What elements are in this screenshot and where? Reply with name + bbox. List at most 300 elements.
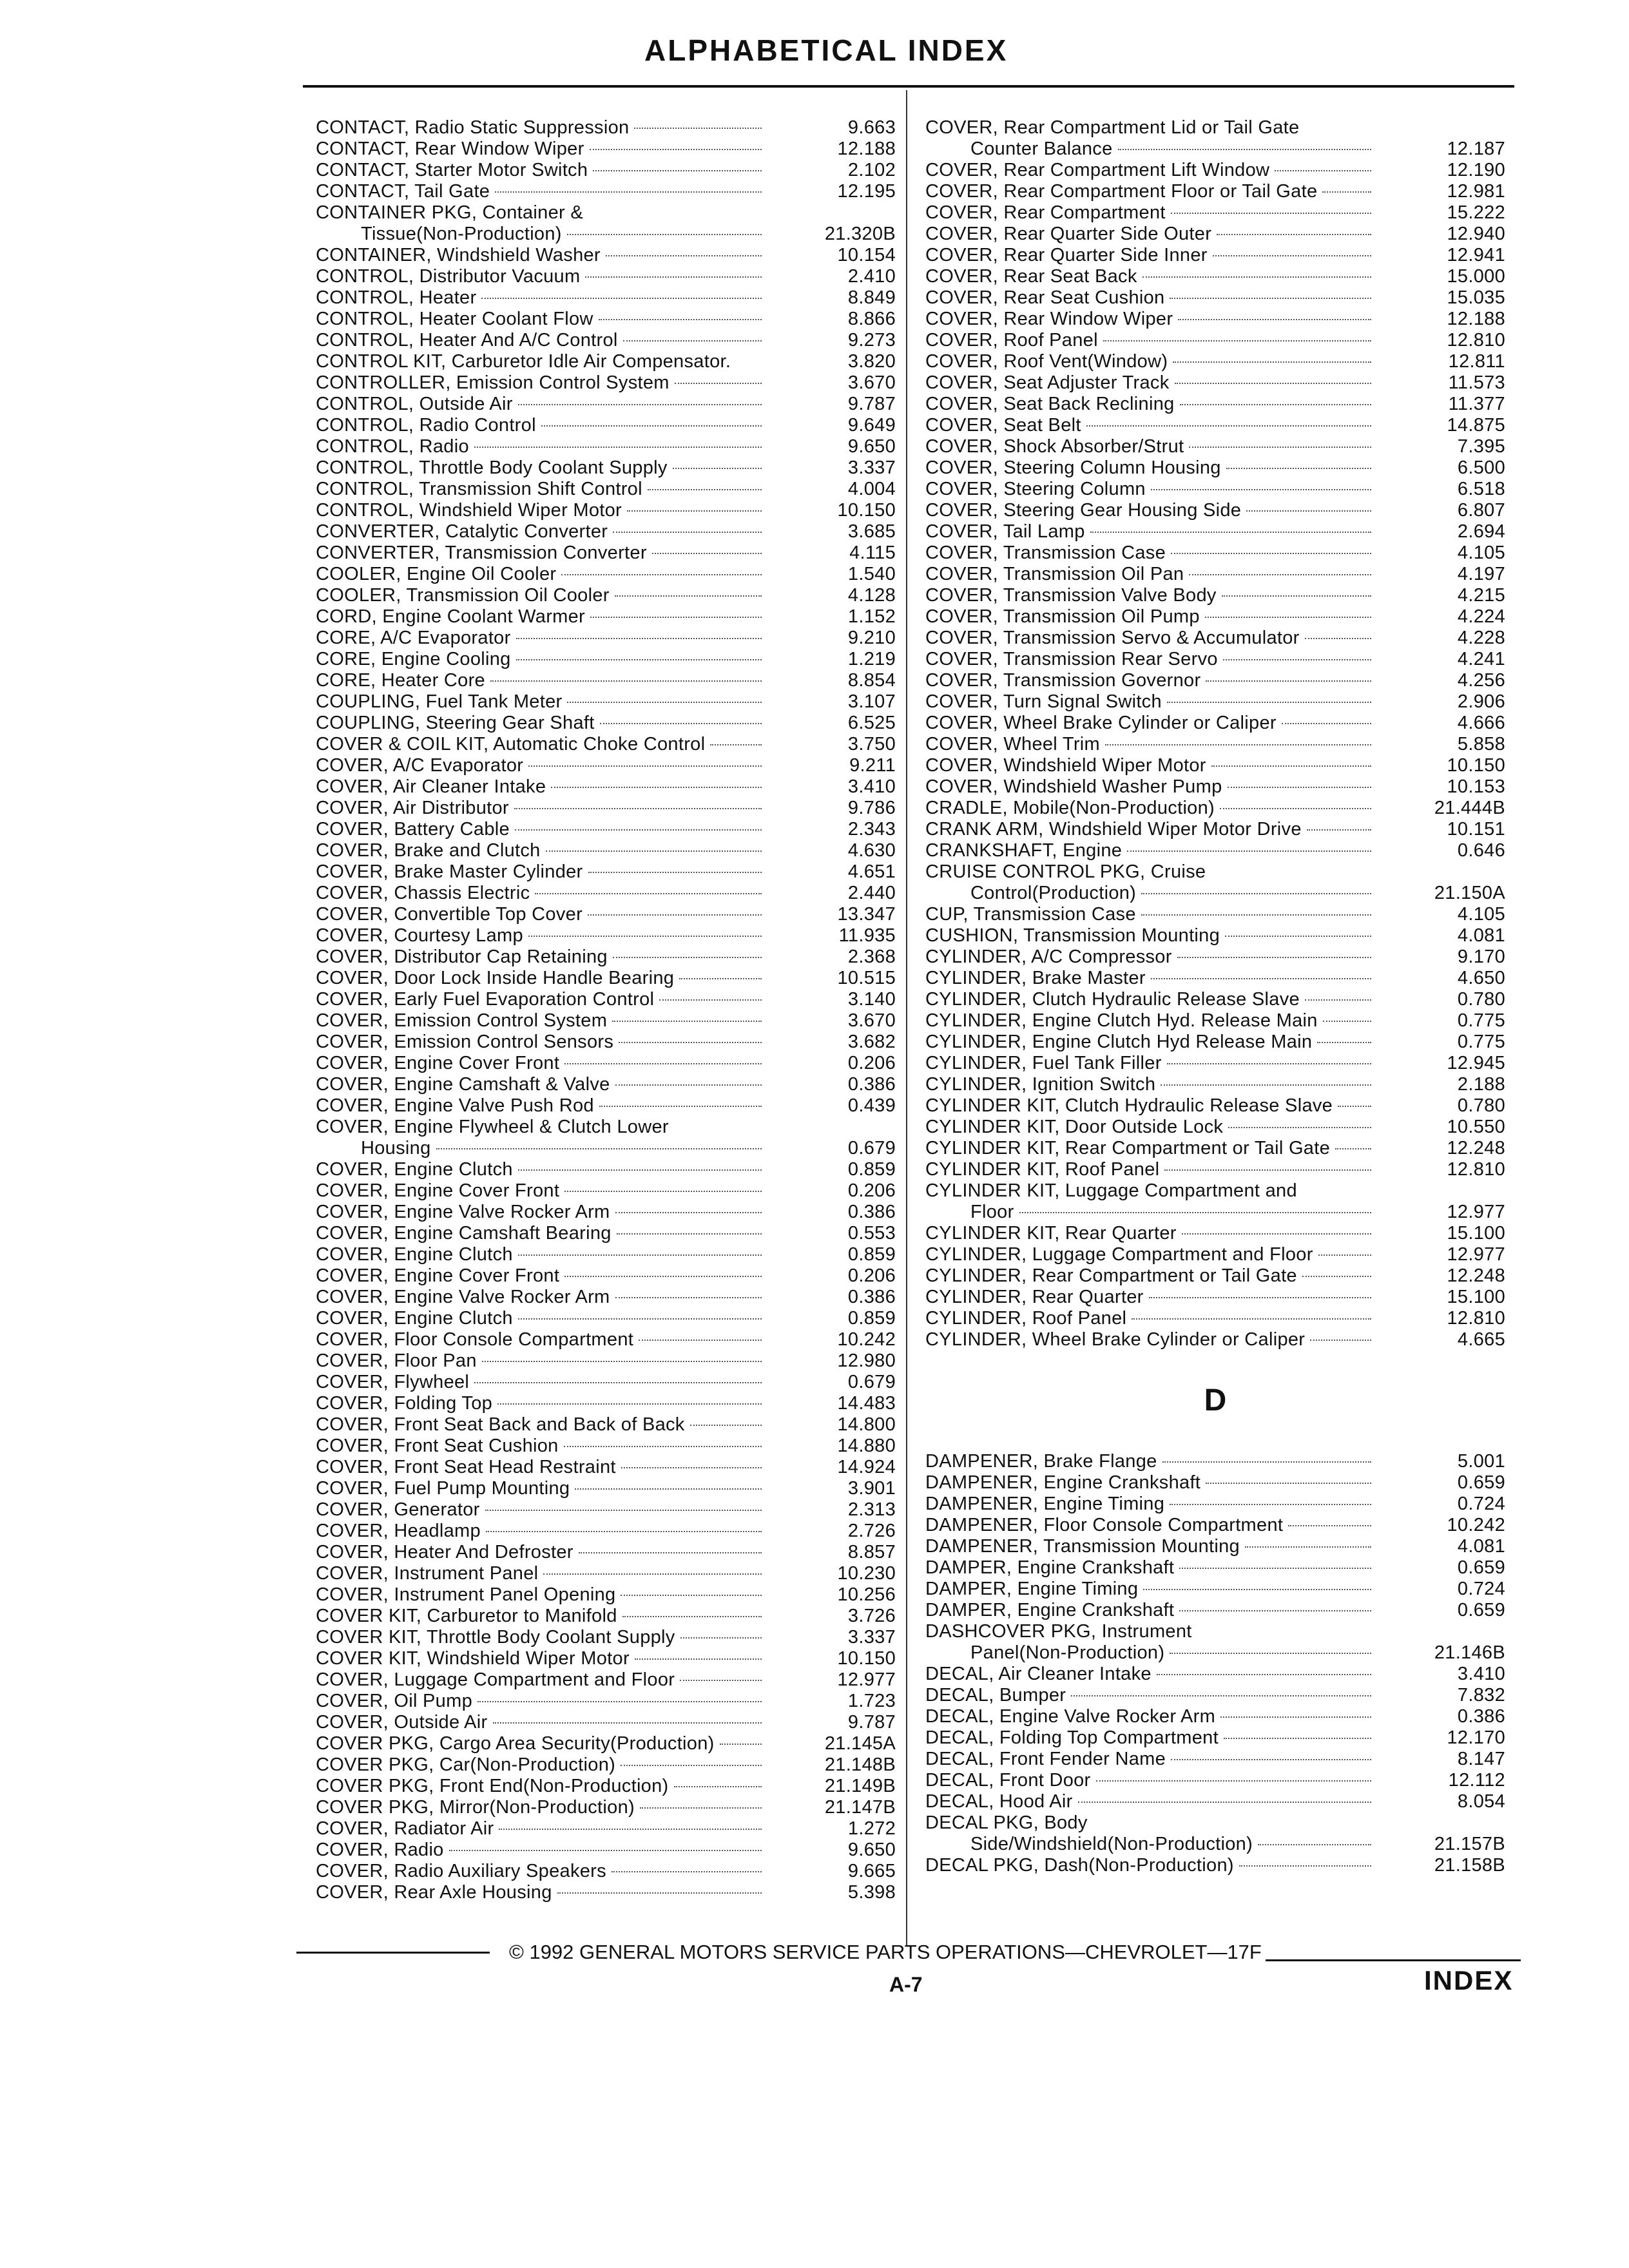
entry-name: COVER, Rear Window Wiper — [925, 309, 1173, 329]
index-entry — [925, 1202, 1505, 1223]
entry-name: COVER, Rear Axle Housing — [316, 1882, 552, 1903]
entry-name: CONTROL, Heater — [316, 287, 477, 308]
index-entry — [316, 1882, 896, 1903]
dot-leader — [720, 1744, 762, 1745]
index-entry — [925, 181, 1505, 202]
index-entry — [925, 968, 1505, 989]
entry-page-ref: 0.724 — [1457, 1579, 1505, 1599]
entry-page-ref: 3.750 — [847, 734, 896, 754]
entry-name: COVER, Tail Lamp — [925, 521, 1085, 542]
dot-leader — [1149, 1297, 1371, 1298]
entry-page-ref: 7.832 — [1457, 1685, 1505, 1706]
entry-page-ref: 4.666 — [1457, 713, 1505, 733]
index-entry — [316, 564, 896, 585]
index-entry — [925, 521, 1505, 543]
dot-leader — [1220, 808, 1371, 809]
entry-page-ref: 3.726 — [847, 1606, 896, 1626]
entry-name: CRANKSHAFT, Engine — [925, 840, 1123, 861]
entry-page-ref: 9.649 — [847, 415, 896, 436]
dot-leader — [1127, 850, 1371, 852]
entry-page-ref: 3.685 — [847, 521, 896, 542]
index-entry — [316, 819, 896, 840]
entry-page-ref: 15.100 — [1447, 1223, 1505, 1244]
index-entry — [925, 1749, 1505, 1770]
dot-leader — [617, 1233, 762, 1235]
entry-name: CYLINDER, Luggage Compartment and Floor — [925, 1244, 1313, 1265]
entry-page-ref: 4.004 — [847, 479, 896, 499]
entry-name: COVER, Air Distributor — [316, 798, 509, 818]
entry-name: COVER, Roof Vent(Window) — [925, 351, 1168, 372]
entry-page-ref: 0.659 — [1457, 1472, 1505, 1493]
page-number: A-7 — [889, 1973, 923, 1996]
index-entry — [316, 1308, 896, 1329]
dot-leader — [515, 829, 762, 831]
entry-name: COVER, Convertible Top Cover — [316, 904, 583, 925]
entry-name: COVER KIT, Windshield Wiper Motor — [316, 1648, 630, 1669]
dot-leader — [481, 298, 762, 299]
entry-name: COVER KIT, Throttle Body Coolant Supply — [316, 1627, 675, 1648]
dot-leader — [615, 1212, 762, 1213]
index-entry — [925, 500, 1505, 521]
entry-page-ref: 0.679 — [847, 1372, 896, 1392]
entry-page-ref: 5.398 — [847, 1882, 896, 1903]
dot-leader — [1162, 1461, 1371, 1463]
dot-leader — [493, 1722, 762, 1724]
entry-page-ref: 4.215 — [1457, 585, 1505, 606]
entry-page-ref: 10.150 — [1447, 755, 1505, 776]
entry-page-ref: 14.875 — [1447, 415, 1505, 436]
dot-leader — [514, 808, 762, 809]
entry-page-ref: 0.206 — [847, 1265, 896, 1286]
entry-page-ref: 0.206 — [847, 1053, 896, 1073]
entry-name: CONTAINER PKG, Container & — [316, 202, 583, 223]
entry-name: COVER, Distributor Cap Retaining — [316, 947, 608, 967]
entry-name: DECAL, Front Fender Name — [925, 1749, 1166, 1769]
dot-leader — [675, 383, 762, 384]
entry-name: CONTROL, Distributor Vacuum — [316, 266, 581, 287]
entry-name: Tissue(Non-Production) — [361, 224, 562, 244]
entry-page-ref: 2.368 — [847, 947, 896, 967]
entry-page-ref: 4.241 — [1457, 649, 1505, 669]
dot-leader — [622, 1616, 762, 1617]
entry-page-ref: 21.145A — [824, 1733, 896, 1754]
index-entry — [925, 1706, 1505, 1727]
entry-name: Housing — [361, 1138, 431, 1158]
index-entry — [925, 947, 1505, 968]
dot-leader — [528, 936, 762, 937]
entry-page-ref: 8.857 — [847, 1542, 896, 1562]
dot-leader — [579, 1552, 762, 1553]
entry-page-ref: 12.810 — [1447, 1308, 1505, 1329]
entry-page-ref: 0.386 — [847, 1074, 896, 1095]
index-entry — [316, 904, 896, 925]
entry-name: DAMPENER, Engine Crankshaft — [925, 1472, 1201, 1493]
index-entry — [316, 1372, 896, 1393]
entry-name: COVER, Transmission Valve Body — [925, 585, 1217, 606]
entry-name: COVER, Transmission Governor — [925, 670, 1201, 691]
entry-page-ref: 10.242 — [837, 1329, 896, 1350]
dot-leader — [1175, 383, 1372, 384]
entry-name: CONVERTER, Transmission Converter — [316, 543, 647, 563]
entry-name: COVER, Front Seat Back and Back of Back — [316, 1414, 685, 1435]
dot-leader — [1318, 1254, 1371, 1256]
dot-leader — [1171, 213, 1371, 214]
entry-page-ref: 11.573 — [1448, 372, 1505, 393]
dot-leader — [1164, 1169, 1371, 1171]
index-entry — [316, 1627, 896, 1648]
index-entry — [925, 713, 1505, 734]
dot-leader — [564, 1276, 762, 1277]
entry-name: CYLINDER KIT, Roof Panel — [925, 1159, 1160, 1180]
entry-page-ref: 1.219 — [847, 649, 896, 669]
entry-name: CORE, Engine Cooling — [316, 649, 511, 669]
entry-page-ref: 4.665 — [1457, 1329, 1505, 1350]
entry-name: COVER, Heater And Defroster — [316, 1542, 574, 1562]
entry-name: DAMPER, Engine Timing — [925, 1579, 1139, 1599]
dot-leader — [1170, 1504, 1371, 1505]
dot-leader — [485, 1510, 762, 1511]
dot-leader — [474, 447, 762, 448]
dot-leader — [1179, 1568, 1371, 1569]
entry-page-ref: 12.981 — [1447, 181, 1505, 202]
entry-name: COVER, Radiator Air — [316, 1818, 494, 1839]
index-entry — [925, 1117, 1505, 1138]
index-entry — [316, 1202, 896, 1223]
dot-leader — [1323, 1021, 1371, 1022]
entry-page-ref: 9.786 — [847, 798, 896, 818]
index-entry — [925, 117, 1505, 139]
entry-page-ref: 12.187 — [1447, 139, 1505, 159]
entry-name: COVER KIT, Carburetor to Manifold — [316, 1606, 617, 1626]
dot-leader — [543, 1573, 762, 1575]
entry-name: Floor — [970, 1202, 1014, 1222]
dot-leader — [680, 1680, 762, 1681]
dot-leader — [640, 1807, 762, 1809]
entry-page-ref: 12.248 — [1447, 1265, 1505, 1286]
entry-page-ref: 10.550 — [1447, 1117, 1505, 1137]
entry-name: CONTACT, Rear Window Wiper — [316, 139, 584, 159]
entry-name: CONTROL, Radio Control — [316, 415, 536, 436]
entry-page-ref: 12.188 — [1447, 309, 1505, 329]
entry-page-ref: 9.665 — [847, 1861, 896, 1881]
dot-leader — [599, 1106, 762, 1107]
entry-name: DAMPENER, Engine Timing — [925, 1494, 1165, 1514]
entry-page-ref: 12.195 — [837, 181, 896, 202]
dot-leader — [1143, 1589, 1371, 1590]
index-entry — [316, 1733, 896, 1754]
index-entry — [925, 734, 1505, 755]
entry-name: COVER, Instrument Panel Opening — [316, 1584, 616, 1605]
entry-page-ref: 6.525 — [847, 713, 896, 733]
entry-page-ref: 4.128 — [847, 585, 896, 606]
dot-leader — [593, 170, 762, 171]
index-entry — [316, 224, 896, 245]
dot-leader — [564, 1191, 762, 1192]
entry-page-ref: 1.540 — [847, 564, 896, 584]
index-entry — [925, 1265, 1505, 1287]
entry-name: CYLINDER, Clutch Hydraulic Release Slave — [925, 989, 1300, 1010]
entry-name: CYLINDER, A/C Compressor — [925, 947, 1172, 967]
dot-leader — [1205, 617, 1371, 618]
entry-page-ref: 12.945 — [1447, 1053, 1505, 1073]
entry-name: COVER, Floor Pan — [316, 1350, 477, 1371]
title-rule — [303, 85, 1514, 88]
index-entry — [925, 691, 1505, 713]
index-entry — [316, 1414, 896, 1436]
dot-leader — [1189, 574, 1371, 575]
entry-name: CONTACT, Radio Static Suppression — [316, 117, 630, 138]
entry-page-ref: 0.439 — [847, 1095, 896, 1116]
dot-leader — [679, 978, 762, 979]
entry-name: COVER PKG, Car(Non-Production) — [316, 1754, 616, 1775]
entry-name: COVER, Transmission Oil Pan — [925, 564, 1184, 584]
dot-leader — [1223, 659, 1371, 660]
entry-page-ref: 8.849 — [847, 287, 896, 308]
dot-leader — [590, 149, 762, 150]
entry-name: CONTAINER, Windshield Washer — [316, 245, 601, 265]
dot-leader — [623, 340, 762, 341]
entry-name: COVER, Engine Cover Front — [316, 1053, 560, 1073]
dot-leader — [612, 1021, 762, 1022]
dot-leader — [1338, 1106, 1371, 1107]
dot-leader — [588, 872, 762, 873]
entry-page-ref: 10.515 — [837, 968, 896, 988]
index-entry — [316, 989, 896, 1010]
entry-page-ref: 5.858 — [1457, 734, 1505, 754]
dot-leader — [690, 1425, 762, 1426]
entry-name: COVER, Early Fuel Evaporation Control — [316, 989, 655, 1010]
entry-page-ref: 9.787 — [847, 1712, 896, 1733]
index-entry — [316, 1563, 896, 1584]
entry-page-ref: 9.170 — [1457, 947, 1505, 967]
index-entry — [316, 713, 896, 734]
entry-name: CYLINDER KIT, Clutch Hydraulic Release Slave — [925, 1095, 1333, 1116]
dot-leader — [1096, 1780, 1371, 1782]
dot-leader — [557, 1892, 762, 1894]
index-entry — [316, 1691, 896, 1712]
entry-name: COVER, Transmission Servo & Accumulator — [925, 628, 1300, 648]
entry-page-ref: 0.859 — [847, 1159, 896, 1180]
entry-name: COVER, Front Seat Head Restraint — [316, 1457, 616, 1477]
index-entry — [316, 1436, 896, 1457]
footer-copyright: © 1992 GENERAL MOTORS SERVICE PARTS OPERATIONS—CHEVROLET—17F — [509, 1941, 1262, 1963]
dot-leader — [613, 957, 762, 958]
index-entry — [925, 457, 1505, 479]
dot-leader — [1206, 1483, 1371, 1484]
entry-name: CONTROL KIT, Carburetor Idle Air Compensator. — [316, 351, 731, 372]
dot-leader — [1239, 1865, 1371, 1867]
index-entry — [925, 479, 1505, 500]
index-entry — [316, 245, 896, 266]
index-entry — [925, 1494, 1505, 1515]
entry-page-ref: 4.115 — [849, 543, 896, 563]
dot-leader — [606, 255, 762, 256]
entry-page-ref: 0.859 — [847, 1244, 896, 1265]
index-entry — [925, 287, 1505, 309]
index-entry — [925, 436, 1505, 457]
index-entry — [925, 904, 1505, 925]
index-entry — [925, 1642, 1505, 1664]
entry-name: CYLINDER KIT, Luggage Compartment and — [925, 1180, 1297, 1201]
dot-leader — [528, 765, 762, 767]
index-entry — [316, 1223, 896, 1244]
entry-name: COVER, A/C Evaporator — [316, 755, 524, 776]
entry-name: COVER, Engine Clutch — [316, 1159, 513, 1180]
dot-leader — [621, 1765, 762, 1766]
index-entry — [925, 415, 1505, 436]
index-entry — [925, 1053, 1505, 1074]
entry-page-ref: 0.553 — [847, 1223, 896, 1244]
index-entry — [925, 1685, 1505, 1706]
entry-page-ref: 3.901 — [847, 1478, 896, 1499]
entry-page-ref: 0.859 — [847, 1308, 896, 1329]
index-entry — [925, 351, 1505, 372]
entry-page-ref: 1.723 — [847, 1691, 896, 1711]
entry-page-ref: 0.386 — [1457, 1706, 1505, 1727]
entry-name: COVER, Steering Column — [925, 479, 1146, 499]
entry-page-ref: 2.343 — [847, 819, 896, 840]
dot-leader — [600, 723, 762, 724]
index-entry — [925, 1451, 1505, 1472]
dot-leader — [1213, 255, 1371, 256]
entry-name: CONTROL, Windshield Wiper Motor — [316, 500, 622, 521]
entry-name: COVER, Flywheel — [316, 1372, 470, 1392]
index-entry — [316, 1117, 896, 1138]
dot-leader — [1189, 447, 1371, 448]
entry-name: COUPLING, Fuel Tank Meter — [316, 691, 563, 712]
index-entry — [925, 1515, 1505, 1536]
dot-leader — [652, 553, 762, 554]
entry-page-ref: 1.272 — [847, 1818, 896, 1839]
entry-page-ref: 3.140 — [847, 989, 896, 1010]
index-entry — [316, 691, 896, 713]
entry-page-ref: 3.670 — [847, 372, 896, 393]
entry-name: DAMPENER, Transmission Mounting — [925, 1536, 1240, 1557]
index-entry — [316, 1159, 896, 1180]
index-entry — [925, 1032, 1505, 1053]
index-entry — [925, 1010, 1505, 1032]
entry-page-ref: 3.337 — [847, 457, 896, 478]
entry-page-ref: 8.866 — [847, 309, 896, 329]
entry-name: COVER, Steering Gear Housing Side — [925, 500, 1242, 521]
index-entry — [316, 415, 896, 436]
entry-page-ref: 2.440 — [847, 883, 896, 903]
entry-name: DECAL, Folding Top Compartment — [925, 1727, 1219, 1748]
entry-name: CONTACT, Starter Motor Switch — [316, 160, 588, 180]
index-entry — [925, 245, 1505, 266]
dot-leader — [564, 1063, 762, 1064]
dot-leader — [627, 510, 762, 512]
entry-name: COVER, Wheel Brake Cylinder or Caliper — [925, 713, 1277, 733]
entry-page-ref: 4.224 — [1457, 606, 1505, 627]
entry-name: CYLINDER, Rear Quarter — [925, 1287, 1144, 1307]
entry-name: DECAL PKG, Dash(Non-Production) — [925, 1855, 1234, 1876]
entry-name: COVER, Rear Seat Cushion — [925, 287, 1165, 308]
entry-page-ref: 10.150 — [837, 500, 896, 521]
entry-page-ref: 0.679 — [847, 1138, 896, 1158]
entry-page-ref: 9.650 — [847, 436, 896, 457]
index-entry — [316, 1287, 896, 1308]
entry-page-ref: 2.726 — [847, 1521, 896, 1541]
dot-leader — [1161, 1084, 1371, 1086]
entry-page-ref: 0.386 — [847, 1287, 896, 1307]
index-entry — [925, 606, 1505, 628]
index-entry — [316, 1669, 896, 1691]
index-entry — [925, 1472, 1505, 1494]
dot-leader — [497, 1403, 762, 1405]
entry-name: COVER PKG, Front End(Non-Production) — [316, 1776, 669, 1796]
entry-name: COVER, Outside Air — [316, 1712, 488, 1733]
entry-page-ref: 0.646 — [1457, 840, 1505, 861]
entry-page-ref: 9.650 — [847, 1840, 896, 1860]
index-entry — [316, 861, 896, 883]
entry-page-ref: 12.811 — [1448, 351, 1505, 372]
entry-page-ref: 3.410 — [847, 776, 896, 797]
entry-page-ref: 12.810 — [1447, 330, 1505, 351]
dot-leader — [1141, 893, 1371, 894]
entry-page-ref: 4.081 — [1457, 1536, 1505, 1557]
entry-name: COVER, Courtesy Lamp — [316, 925, 523, 946]
dot-leader — [1179, 1610, 1371, 1611]
entry-page-ref: 9.210 — [847, 628, 896, 648]
dot-leader — [1171, 553, 1371, 554]
entry-page-ref: 9.787 — [847, 394, 896, 414]
index-entry — [925, 585, 1505, 606]
dot-leader — [1177, 957, 1371, 958]
index-entry — [316, 351, 896, 372]
entry-name: COVER, Battery Cable — [316, 819, 510, 840]
dot-leader — [495, 191, 762, 193]
dot-leader — [518, 1318, 762, 1320]
dot-leader — [1305, 999, 1371, 1001]
entry-name: COVER, Rear Quarter Side Outer — [925, 224, 1212, 244]
entry-name: DAMPER, Engine Crankshaft — [925, 1600, 1175, 1620]
index-entry — [316, 521, 896, 543]
dot-leader — [1245, 1546, 1371, 1548]
dot-leader — [564, 1446, 762, 1447]
entry-name: Side/Windshield(Non-Production) — [970, 1834, 1253, 1854]
index-entry — [316, 670, 896, 691]
entry-name: COVER PKG, Mirror(Non-Production) — [316, 1797, 635, 1818]
entry-name: CONTROL, Transmission Shift Control — [316, 479, 642, 499]
dot-leader — [613, 532, 762, 533]
index-entry — [925, 1138, 1505, 1159]
dot-leader — [1071, 1695, 1371, 1696]
index-entry — [316, 500, 896, 521]
index-entry — [316, 1180, 896, 1202]
section-letter-d: D — [1204, 1383, 1227, 1418]
dot-leader — [551, 787, 762, 788]
index-entry — [925, 1223, 1505, 1244]
entry-page-ref: 21.146B — [1434, 1642, 1505, 1663]
entry-page-ref: 12.170 — [1447, 1727, 1505, 1748]
dot-leader — [546, 850, 762, 852]
entry-name: CYLINDER, Wheel Brake Cylinder or Caliper — [925, 1329, 1306, 1350]
dot-leader — [635, 1658, 762, 1660]
entry-name: COVER, Folding Top — [316, 1393, 493, 1414]
entry-page-ref: 4.650 — [1457, 968, 1505, 988]
entry-name: COVER, Engine Valve Rocker Arm — [316, 1202, 610, 1222]
index-entry — [316, 436, 896, 457]
entry-page-ref: 9.211 — [849, 755, 896, 776]
entry-page-ref: 4.105 — [1457, 904, 1505, 925]
dot-leader — [1282, 723, 1371, 724]
index-entry — [925, 798, 1505, 819]
entry-name: COVER, Engine Clutch — [316, 1308, 513, 1329]
entry-name: CYLINDER, Brake Master — [925, 968, 1146, 988]
entry-name: COOLER, Transmission Oil Cooler — [316, 585, 610, 606]
dot-leader — [541, 425, 762, 427]
